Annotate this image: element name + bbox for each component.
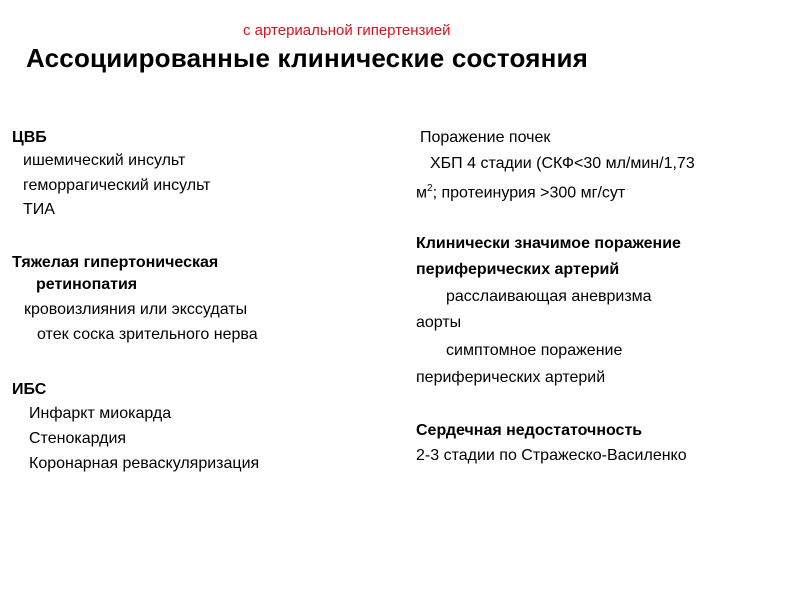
arteries-heading-cont: периферических артерий bbox=[416, 261, 620, 278]
retinopathy-heading-cont: ретинопатия bbox=[36, 276, 138, 293]
kidney-line-2 bbox=[416, 179, 625, 202]
ibs-item: Коронарная реваскуляризация bbox=[29, 455, 260, 472]
ibs-item: Инфаркт миокарда bbox=[29, 405, 172, 422]
kidney-unit-sup: 2 bbox=[427, 183, 433, 194]
retinopathy-item: кровоизлияния или экссудаты bbox=[24, 301, 248, 318]
retinopathy-item: отек соска зрительного нерва bbox=[37, 326, 258, 343]
retinopathy-heading: Тяжелая гипертоническая bbox=[12, 254, 219, 271]
kidney-proteinuria: ; протеинурия >300 мг/сут bbox=[432, 184, 626, 202]
cvb-item: геморрагический инсульт bbox=[23, 177, 211, 194]
kidney-unit: м bbox=[416, 184, 427, 202]
ibs-heading: ИБС bbox=[12, 381, 47, 398]
kidney-line: ХБП 4 стадии (СКФ<30 мл/мин/1,73 bbox=[430, 155, 695, 172]
cvb-item: ТИА bbox=[23, 201, 55, 218]
arteries-line: симптомное поражение bbox=[446, 342, 623, 359]
arteries-line: расслаивающая аневризма bbox=[446, 288, 652, 305]
ibs-item: Стенокардия bbox=[29, 430, 127, 447]
cvb-heading: ЦВБ bbox=[12, 129, 47, 146]
kidney-heading: Поражение почек bbox=[420, 129, 551, 146]
arteries-line: периферических артерий bbox=[416, 369, 606, 386]
arteries-heading: Клинически значимое поражение bbox=[416, 235, 681, 252]
heart-failure-line: 2-3 стадии по Стражеско-Василенко bbox=[416, 447, 687, 464]
page-title: Ассоциированные клинические состояния bbox=[26, 43, 589, 73]
heart-failure-heading: Сердечная недостаточность bbox=[416, 422, 643, 439]
arteries-line: аорты bbox=[416, 314, 462, 331]
cvb-item: ишемический инсульт bbox=[23, 152, 186, 169]
page-subtitle: с артериальной гипертензией bbox=[243, 22, 451, 39]
